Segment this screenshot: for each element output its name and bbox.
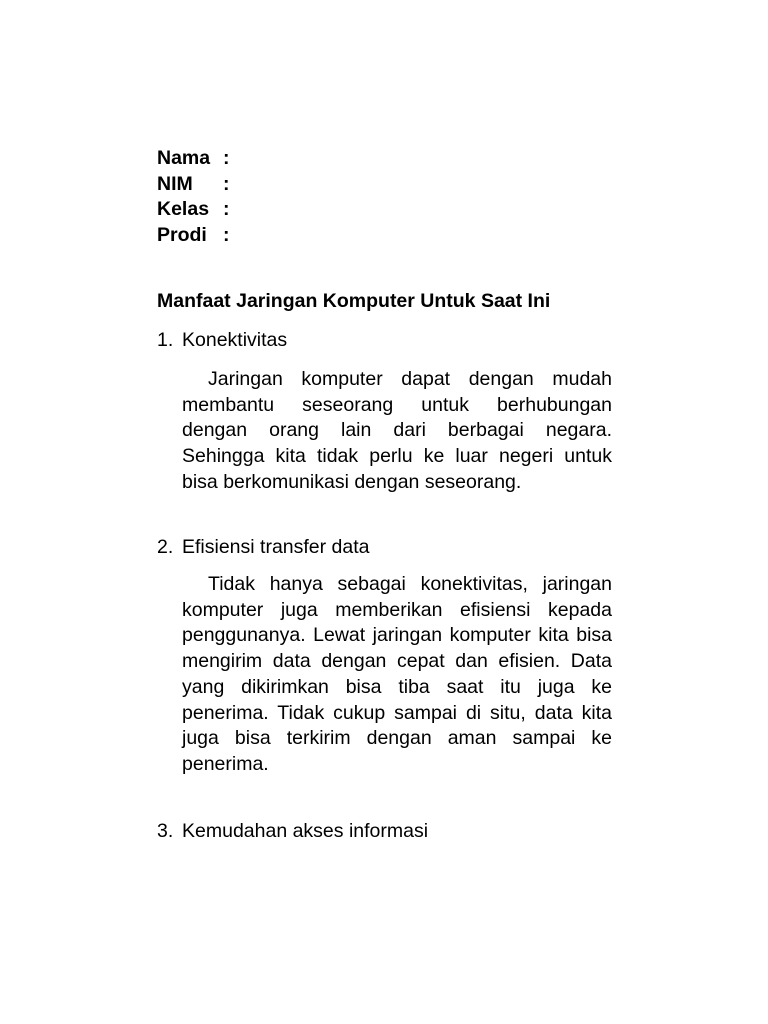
section-heading-text: Efisiensi transfer data (182, 536, 370, 558)
identity-colon: : (223, 198, 230, 221)
identity-row-prodi (157, 223, 230, 249)
identity-row-kelas (157, 197, 230, 223)
identity-label: NIM (157, 172, 193, 195)
identity-row-nama (157, 146, 230, 172)
identity-colon: : (223, 224, 230, 247)
section-heading-3 (157, 818, 428, 844)
identity-label: Prodi (157, 224, 207, 247)
section-number: 2. (157, 536, 174, 558)
identity-row-nim (157, 172, 230, 198)
section-number: 1. (157, 329, 174, 351)
section-paragraph-1: Jaringan komputer dapat dengan mudah membantu seseorang untuk berhubungan dengan orang lain dari berbagai negara. Sehingga kita tidak perlu ke luar negeri untuk bisa berkomunikasi dengan seseorang. (182, 368, 612, 493)
identity-block (157, 146, 230, 249)
identity-label: Nama (157, 147, 211, 169)
section-heading-2 (157, 534, 370, 560)
section-heading-text: Kemudahan akses informasi (182, 820, 429, 842)
document-title: Manfaat Jaringan Komputer Untuk Saat Ini (157, 290, 551, 312)
section-heading-text: Konektivitas (182, 329, 288, 351)
section-number: 3. (157, 820, 174, 842)
identity-label: Kelas (157, 198, 210, 221)
section-paragraph-2: Tidak hanya sebagai konektivitas, jaringan komputer juga memberikan efisiensi kepada penggunanya. Lewat jaringan komputer kita bisa mengirim data dengan cepat dan efisien. Data yang dikirimkan bisa tiba saat itu juga ke penerima. Tidak cukup sampai di situ, data kita juga bisa terkirim dengan aman sampai ke penerima. (182, 573, 612, 775)
section-heading-1 (157, 327, 287, 353)
identity-colon: : (223, 147, 230, 169)
identity-colon: : (223, 172, 230, 195)
